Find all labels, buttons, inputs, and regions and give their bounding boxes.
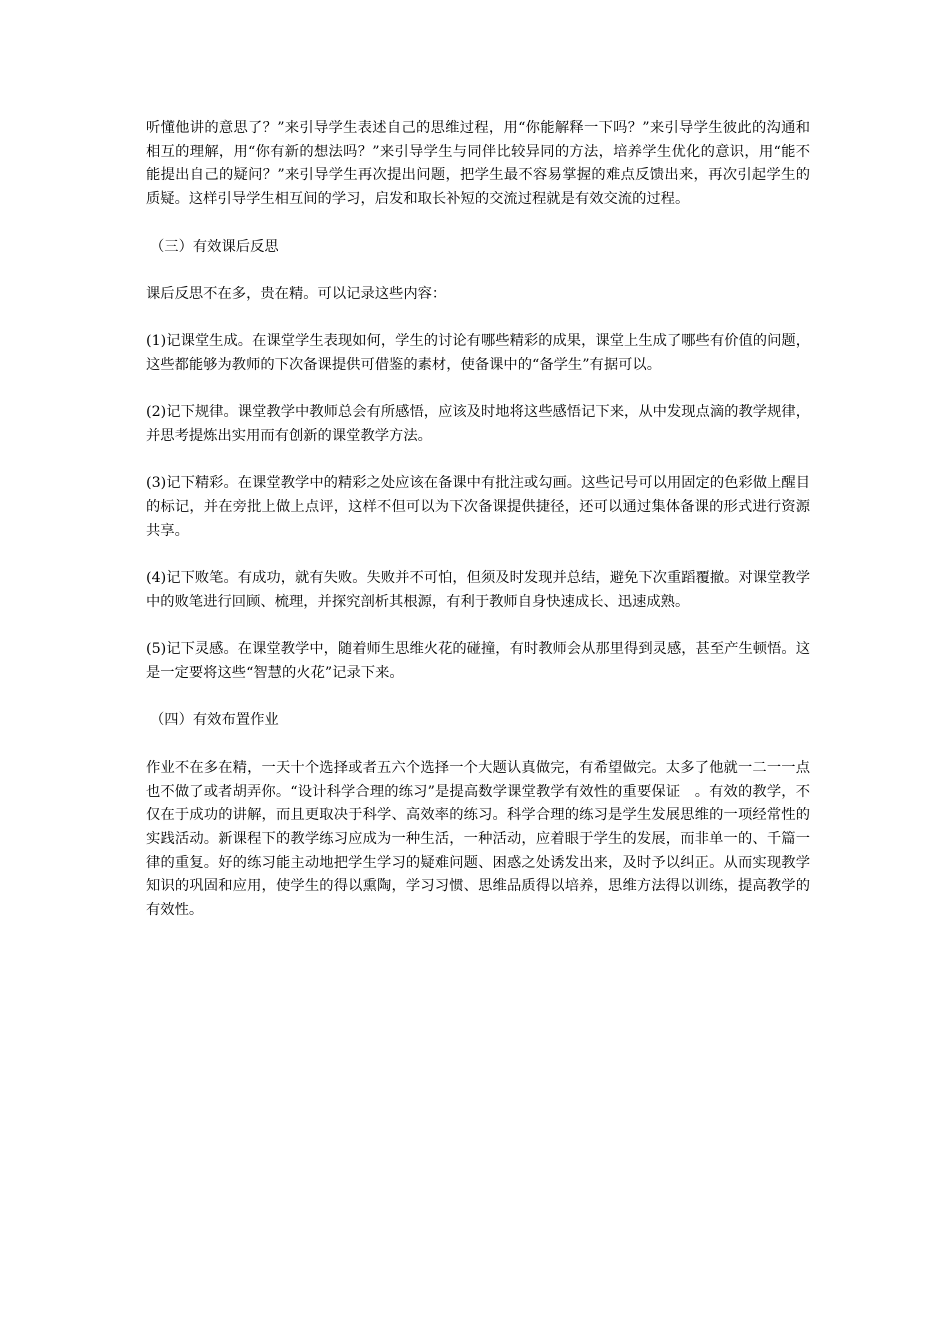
paragraph-record-patterns: (2)记下规律。课堂教学中教师总会有所感悟，应该及时地将这些感悟记下来，从中发现点滴的教学规律，并思考提炼出实用而有创新的课堂教学方法。 [146, 404, 810, 445]
section-heading-homework: （四）有效布置作业 [150, 712, 279, 729]
paragraph-record-highlights: (3)记下精彩。在课堂教学中的精彩之处应该在备课中有批注或勾画。这些记号可以用固定的色彩做上醒目的标记，并在旁批上做上点评，这样不但可以为下次备课提供捷径，还可以通过集体备课的形式进行资源共享。 [146, 475, 810, 539]
document-body [146, 117, 810, 946]
paragraph-record-classroom: (1)记课堂生成。在课堂学生表现如何，学生的讨论有哪些精彩的成果，课堂上生成了哪些有价值的问题，这些都能够为教师的下次备课提供可借鉴的素材，使备课中的“备学生”有据可以。 [146, 333, 810, 373]
paragraph-record-inspiration: (5)记下灵感。在课堂教学中，随着师生思维火花的碰撞，有时教师会从那里得到灵感，甚至产生顿悟。这是一定要将这些“智慧的火花”记录下来。 [146, 641, 810, 682]
paragraph-reflection-intro: 课后反思不在多，贵在精。可以记录这些内容： [146, 285, 447, 302]
paragraph-homework: 作业不在多在精，一天十个选择或者五六个选择一个大题认真做完，有希望做完。太多了他就一二一一点也不做了或者胡弄你。“设计科学合理的练习”是提高数学课堂教学有效性的重要保证 。有效的教学，不仅在于成功的讲解，而且更取决于科学、高效率的练习。科学合理的练习是学生发展思维的一项经常性的实践活动。新课程下的教学练习应成为一种生活，一种活动，应着眼于学生的发展，而非单一的、千篇一律的重复。好的练习能主动地把学生学习的疑难问题、困惑之处诱发出来，及时予以纠正。从而实现教学知识的巩固和应用，使学生的得以熏陶，学习习惯、思维品质得以培养，思维方法得以训练，提高教学的有效性。 [146, 759, 810, 919]
paragraph-record-failures: (4)记下败笔。有成功，就有失败。失败并不可怕，但须及时发现并总结，避免下次重蹈覆撤。对课堂教学中的败笔进行回顾、梳理，并探究剖析其根源，有利于教师自身快速成长、迅速成熟。 [146, 570, 810, 610]
paragraph-effective-communication: 听懂他讲的意思了？”来引导学生表述自己的思维过程，用“你能解释一下吗？”来引导学生彼此的沟通和相互的理解，用“你有新的想法吗？”来引导学生与同伴比较异同的方法，培养学生优化的意识，用“能不能提出自己的疑问？”来引导学生再次提出问题，把学生最不容易掌握的难点反馈出来，再次引起学生的质疑。这样引导学生相互间的学习，启发和取长补短的交流过程就是有效交流的过程。 [146, 120, 810, 208]
section-heading-reflection: （三）有效课后反思 [150, 238, 279, 255]
